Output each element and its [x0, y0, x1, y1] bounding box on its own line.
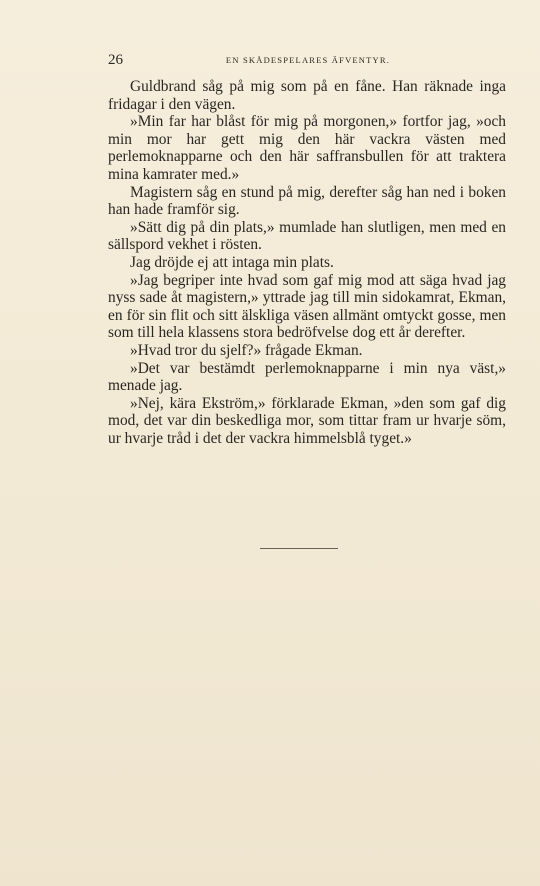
running-title: EN SKÅDESPELARES ÄFVENTYR.	[225, 55, 391, 65]
paragraph: »Det var bestämdt perlemoknapparne i min nya väst,» menade jag.	[108, 359, 506, 395]
paragraph: »Min far har blåst för mig på morgonen,» fortfor jag, »och min mor har gett mig den här vackra västen med perlemoknapparne och den här saffransbullen för att traktera mina kamrater med.»	[108, 113, 506, 183]
page-number: 26	[108, 52, 123, 68]
paragraph: Jag dröjde ej att intaga min plats.	[130, 253, 334, 271]
paragraph: »Hvad tror du sjelf?» frågade Ekman.	[130, 341, 363, 359]
paragraph: »Nej, kära Ekström,» förklarade Ekman, »den som gaf dig mod, det var din beskedliga mor, som tittar fram ur hvarje söm, ur hvarje tråd i det der vackra himmelsblå tyget.»	[108, 394, 506, 447]
paragraph: Magistern såg en stund på mig, derefter såg han ned i boken han hade framför sig.	[108, 183, 506, 219]
paragraph: »Jag begriper inte hvad som gaf mig mod att säga hvad jag nyss sade åt magistern,» yttrade jag till min sidokamrat, Ekman, en för sin flit och sitt älskliga väsen allmänt omtyckt gosse, men som till hela klassens stora bedröfvelse dog ett år derefter.	[108, 271, 506, 342]
page-header	[108, 52, 508, 72]
paragraph: Guldbrand såg på mig som på en fåne. Han räknade inga fridagar i den vägen.	[108, 78, 506, 113]
body-text	[108, 78, 506, 447]
section-divider	[260, 548, 338, 549]
paragraph: »Sätt dig på din plats,» mumlade han slutligen, men med en sällspord vekhet i rösten.	[108, 218, 506, 254]
